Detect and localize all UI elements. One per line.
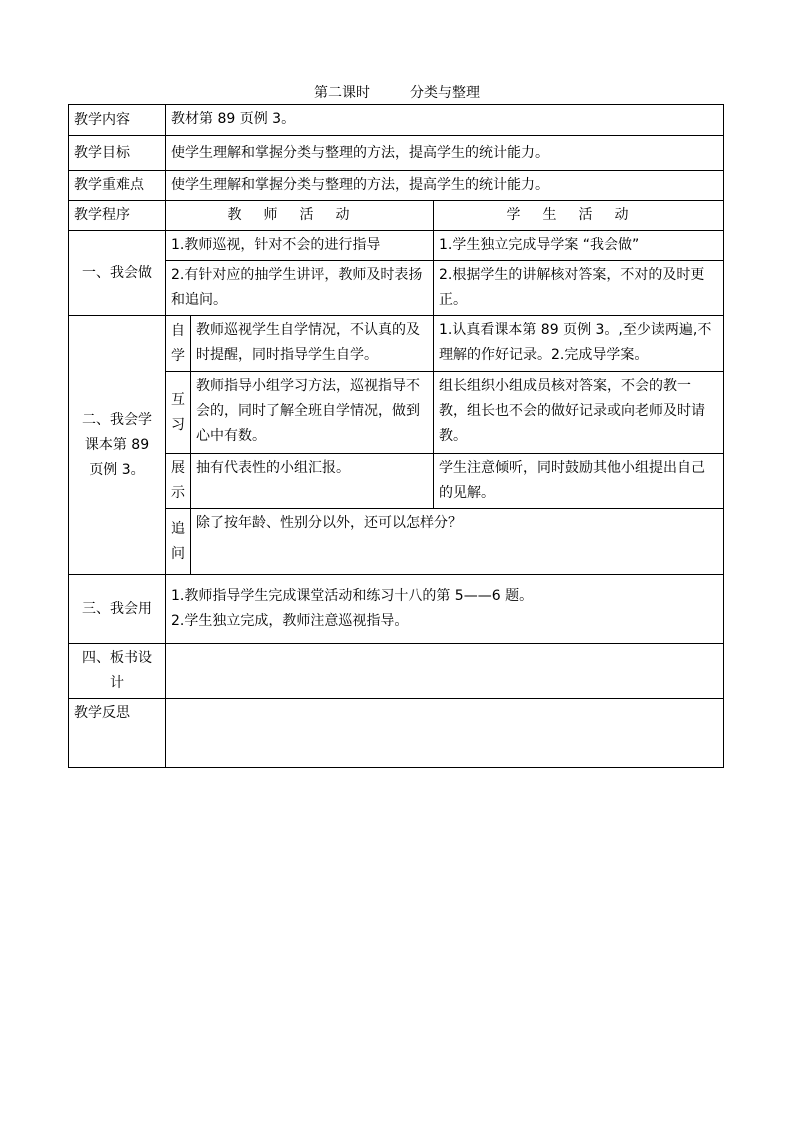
- row-section1-a: [69, 231, 724, 261]
- self-study-student: 1.认真看课本第 89 页例 3。,至少读两遍,不理解的作好记录。2.完成导学案。: [434, 316, 724, 372]
- value-content: 教材第 89 页例 3。: [166, 105, 724, 136]
- row-section2-self: [69, 316, 724, 372]
- label-section2-line3: 页例 3。: [89, 461, 145, 478]
- row-section2-mutual: [69, 372, 724, 454]
- label-section2: [69, 316, 166, 575]
- value-key: 使学生理解和掌握分类与整理的方法，提高学生的统计能力。: [166, 171, 724, 201]
- label-section2-line2: 课本第 89: [84, 436, 150, 453]
- section1-teacher-2: 2.有针对应的抽学生讲评，教师及时表扬和追问。: [166, 261, 434, 316]
- section3-content: [166, 575, 724, 644]
- label-section3: 三、我会用: [69, 575, 166, 644]
- sub-label-mutual-study: 互 习: [166, 372, 191, 454]
- row-section1-b: [69, 261, 724, 316]
- label-key: 教学重难点: [69, 171, 166, 201]
- row-procedure: [69, 201, 724, 231]
- sub-label-follow-up: 追 问: [166, 509, 191, 575]
- section3-line2: 2.学生独立完成，教师注意巡视指导。: [171, 613, 409, 629]
- mutual-study-student: 组长组织小组成员核对答案，不会的教一教，组长也不会的做好记录或向老师及时请教。: [434, 372, 724, 454]
- reflection-content: [166, 699, 724, 768]
- board-design-content: [166, 644, 724, 699]
- presentation-teacher: 抽有代表性的小组汇报。: [191, 454, 434, 509]
- row-goal: [69, 136, 724, 171]
- presentation-student: 学生注意倾听，同时鼓励其他小组提出自己的见解。: [434, 454, 724, 509]
- sub-label-presentation: 展 示: [166, 454, 191, 509]
- section3-line1: 1.教师指导学生完成课堂活动和练习十八的第 5——6 题。: [171, 588, 534, 604]
- row-board: [69, 644, 724, 699]
- label-section2-line1: 二、我会学: [82, 411, 152, 428]
- label-procedure: 教学程序: [69, 201, 166, 231]
- row-section2-show: [69, 454, 724, 509]
- lesson-topic: 分类与整理: [410, 85, 481, 101]
- label-section1: 一、我会做: [69, 231, 166, 316]
- row-reflection: [69, 699, 724, 768]
- label-reflection: 教学反思: [69, 699, 166, 768]
- section1-teacher-1: 1.教师巡视，针对不会的进行指导: [166, 231, 434, 261]
- page-title: [0, 84, 794, 102]
- row-key: [69, 171, 724, 201]
- section1-student-1: 1.学生独立完成导学案 “我会做”: [434, 231, 724, 261]
- label-content: 教学内容: [69, 105, 166, 136]
- mutual-study-teacher: 教师指导小组学习方法，巡视指导不会的，同时了解全班自学情况，做到心中有数。: [191, 372, 434, 454]
- row-section2-ask: [69, 509, 724, 575]
- lesson-number: 第二课时: [313, 85, 370, 101]
- self-study-teacher: 教师巡视学生自学情况，不认真的及时提醒，同时指导学生自学。: [191, 316, 434, 372]
- lesson-plan-table: [68, 104, 724, 768]
- sub-label-self-study: 自 学: [166, 316, 191, 372]
- label-board-design: 四、板书设 计: [69, 644, 166, 699]
- teacher-activity-header: 教师活动: [166, 201, 434, 231]
- section1-student-2: 2.根据学生的讲解核对答案，不对的及时更正。: [434, 261, 724, 316]
- row-section3: [69, 575, 724, 644]
- value-goal: 使学生理解和掌握分类与整理的方法，提高学生的统计能力。: [166, 136, 724, 171]
- follow-up-question: 除了按年龄、性别分以外，还可以怎样分？: [191, 509, 724, 575]
- student-activity-header: 学生活动: [434, 201, 724, 231]
- label-goal: 教学目标: [69, 136, 166, 171]
- row-content: [69, 105, 724, 136]
